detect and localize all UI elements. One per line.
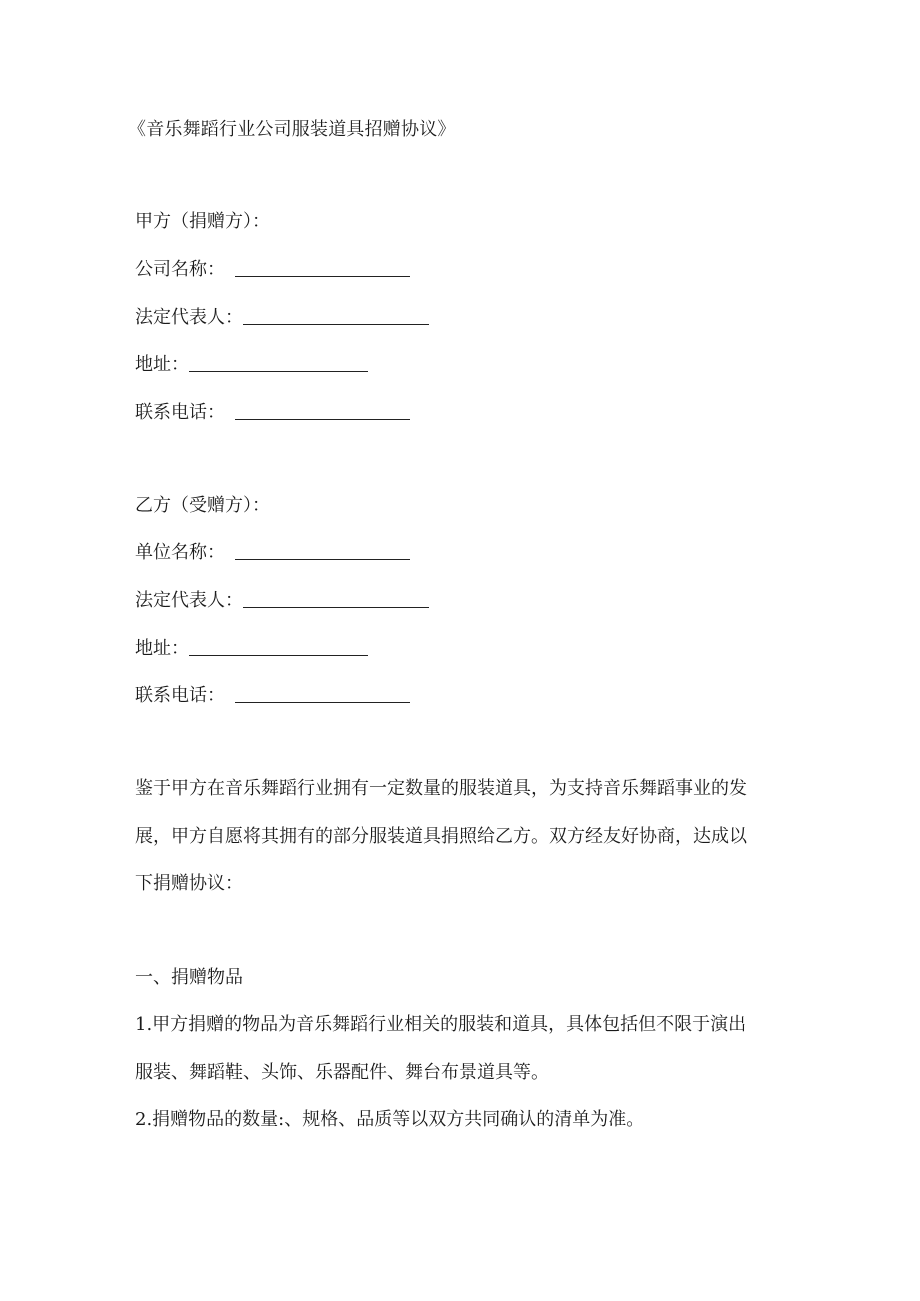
party-a-company-row [135, 258, 410, 282]
party-b-address-label: 地址： [135, 638, 189, 659]
document-title: 《音乐舞蹈行业公司服装道具招赠协议》 [128, 119, 456, 140]
party-a-company-blank[interactable] [235, 258, 410, 277]
intro-line-2: 展，甲方自愿将其拥有的部分服装道具捐照给乙方。双方经友好协商，达成以 [135, 826, 747, 847]
section-1-item-2: 2.捐赠物品的数量:、规格、品质等以双方共同确认的清单为准。 [135, 1109, 645, 1130]
party-a-phone-blank[interactable] [235, 401, 410, 420]
party-b-address-blank[interactable] [189, 637, 368, 656]
section-1-heading: 一、捐赠物品 [135, 967, 243, 988]
party-b-heading: 乙方（受赠方）： [135, 495, 270, 516]
party-a-address-blank[interactable] [189, 353, 368, 372]
party-a-phone-row [135, 401, 410, 425]
section-1-item-1-line-2: 服装、舞蹈鞋、头饰、乐器配件、舞台布景道具等。 [135, 1062, 549, 1083]
party-b-phone-row [135, 684, 410, 708]
party-b-company-blank[interactable] [235, 541, 410, 560]
intro-line-3: 下捐赠协议： [135, 873, 243, 894]
party-a-rep-label: 法定代表人： [135, 307, 243, 328]
party-b-address-row [135, 637, 368, 661]
party-a-address-row [135, 353, 368, 377]
party-a-rep-row [135, 306, 429, 330]
party-b-rep-row [135, 589, 429, 613]
party-a-heading: 甲方（捐赠方）： [135, 211, 270, 232]
section-1-item-1-line-1: 1.甲方捐赠的物品为音乐舞蹈行业相关的服装和道具，具体包括但不限于演出 [135, 1014, 747, 1035]
party-b-phone-label: 联系电话： [135, 685, 225, 706]
party-b-company-label: 单位名称： [135, 542, 225, 563]
party-a-phone-label: 联系电话： [135, 402, 225, 423]
party-b-phone-blank[interactable] [235, 684, 410, 703]
party-a-company-label: 公司名称： [135, 259, 225, 280]
party-b-rep-label: 法定代表人： [135, 590, 243, 611]
party-a-rep-blank[interactable] [243, 306, 429, 325]
intro-line-1: 鉴于甲方在音乐舞蹈行业拥有一定数量的服装道具，为支持音乐舞蹈事业的发 [135, 778, 747, 799]
party-b-company-row [135, 541, 410, 565]
party-a-address-label: 地址： [135, 354, 189, 375]
party-b-rep-blank[interactable] [243, 589, 429, 608]
